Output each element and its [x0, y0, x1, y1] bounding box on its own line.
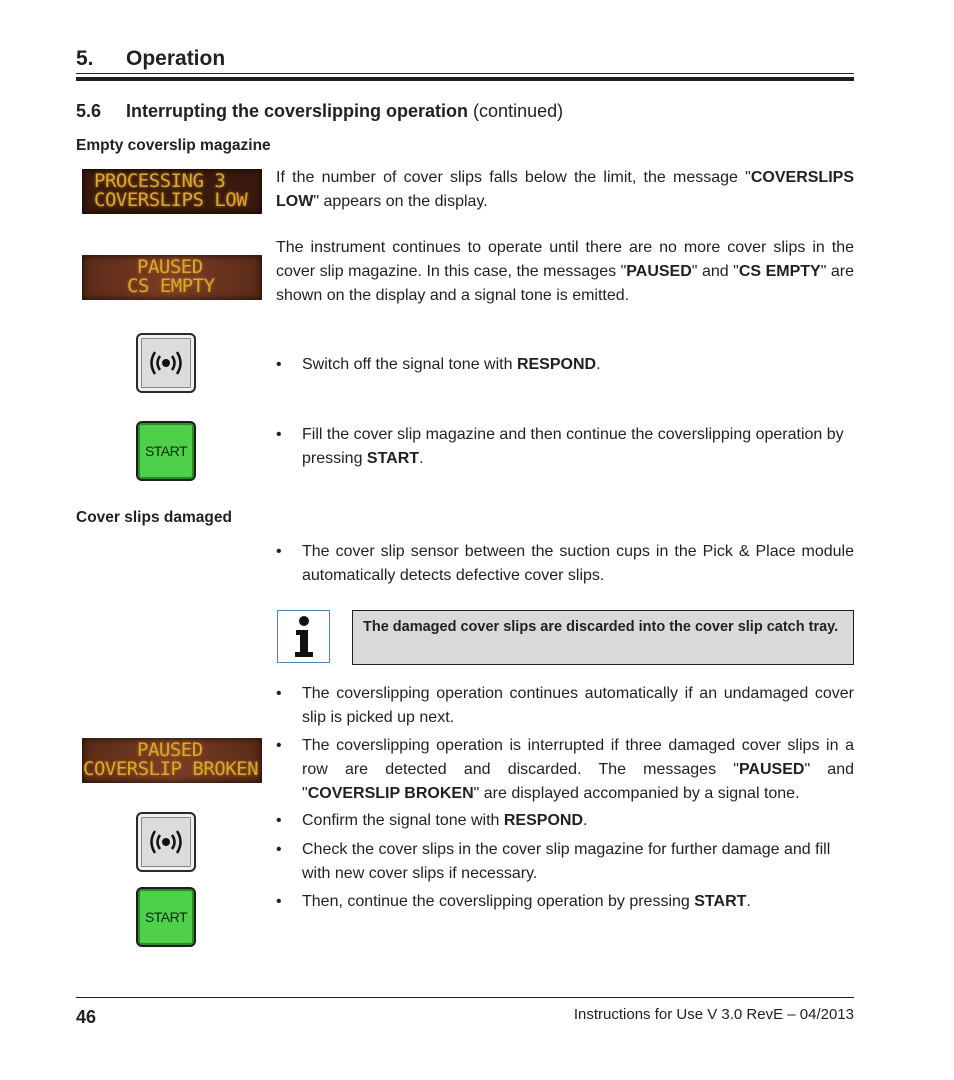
bullet-item [276, 423, 854, 471]
text: . [596, 356, 601, 373]
page-number: 46 [76, 1007, 97, 1027]
text: Check the cover slips in the cover slip magazine for further damage and fill with new cover slips if necessary. [302, 841, 831, 882]
text: The coverslipping operation is interrupted if three damaged cover slips in a row are detected and discarded. The messages " [302, 737, 854, 778]
lcd-display-coverslip-broken [82, 738, 262, 783]
chapter-heading [76, 47, 225, 71]
text: " are shown on the display and a signal tone is emitted. [276, 263, 854, 304]
note-box [352, 610, 854, 665]
bullet-item [276, 809, 854, 833]
lcd-line: COVERSLIP BROKEN [83, 758, 259, 780]
text: Switch off the signal tone with [302, 356, 517, 373]
text: " and " [691, 263, 739, 280]
bullet-item [276, 734, 854, 806]
note-text: The damaged cover slips are discarded into the cover slip catch tray. [363, 619, 839, 635]
text: Confirm the signal tone with [302, 812, 504, 829]
text: If the number of cover slips falls below the limit, the message " [276, 169, 751, 186]
bullet-dot: • [276, 426, 282, 443]
bullet-item [276, 540, 854, 588]
text: . [746, 893, 751, 910]
text-bold: PAUSED [738, 761, 805, 778]
info-icon [277, 610, 330, 663]
respond-button [136, 812, 196, 872]
lcd-line: CS EMPTY [127, 275, 215, 297]
bullet-dot: • [276, 841, 282, 858]
header-rule-thick [76, 77, 854, 81]
text: The instrument continues to operate until there are no more cover slips in the cover slip magazine. In this case, the messages " [276, 239, 854, 280]
section-suffix: (continued) [473, 101, 564, 121]
paragraph-cs-empty [276, 236, 854, 308]
text: The cover slip sensor between the suction cups in the Pick & Place module automatically detects defective cover slips. [302, 543, 854, 584]
bullet-item [276, 838, 854, 886]
footer-rule [76, 997, 854, 998]
bullet-dot: • [276, 356, 282, 373]
start-button: START [136, 887, 196, 947]
bullet-dot: • [276, 737, 282, 754]
text-bold: COVERSLIPS LOW [276, 169, 854, 210]
subheading-cover-slips-damaged: Cover slips damaged [76, 509, 232, 526]
bullet-dot: • [276, 543, 282, 560]
section-number: 5.6 [76, 101, 102, 121]
bullet-dot: • [276, 893, 282, 910]
text: . [583, 812, 588, 829]
signal-tone-icon [146, 828, 186, 856]
text: " are displayed accompanied by a signal tone. [473, 785, 800, 802]
text: Then, continue the coverslipping operation by pressing [302, 893, 695, 910]
text-bold: RESPOND [516, 356, 597, 373]
paragraph-coverslips-low [276, 166, 854, 214]
signal-tone-icon [146, 349, 186, 377]
text-bold: RESPOND [503, 812, 583, 829]
bullet-item [276, 890, 854, 914]
text-bold: START [366, 450, 420, 467]
text: " appears on the display. [313, 193, 488, 210]
section-heading [76, 101, 563, 122]
bullet-dot: • [276, 685, 282, 702]
respond-button [136, 333, 196, 393]
header-rule-thin [76, 73, 854, 74]
bullet-dot: • [276, 812, 282, 829]
lcd-display-cs-empty [82, 255, 262, 300]
text-bold: PAUSED [626, 263, 692, 280]
lcd-line: COVERSLIPS LOW [94, 189, 248, 211]
text: " and " [302, 761, 854, 802]
text: . [419, 450, 424, 467]
lcd-line: PAUSED [137, 256, 203, 278]
text-bold: START [694, 893, 747, 910]
text: Fill the cover slip magazine and then continue the coverslipping operation by pressing [302, 426, 844, 467]
lcd-line: PROCESSING 3 [94, 170, 226, 192]
start-button: START [136, 421, 196, 481]
bullet-item [276, 682, 854, 730]
text-bold: COVERSLIP BROKEN [307, 785, 474, 802]
chapter-number: 5. [76, 47, 94, 70]
lcd-display-coverslips-low [82, 169, 262, 214]
text-bold: CS EMPTY [738, 263, 821, 280]
lcd-line: PAUSED [137, 739, 203, 761]
section-title: Interrupting the coverslipping operation [126, 101, 469, 121]
chapter-title: Operation [126, 47, 226, 70]
subheading-empty-magazine: Empty coverslip magazine [76, 137, 271, 154]
text: The coverslipping operation continues automatically if an undamaged cover slip is picked up next. [302, 685, 854, 726]
footer-doc-info: Instructions for Use V 3.0 RevE – 04/2013 [573, 1006, 854, 1023]
bullet-item [276, 353, 854, 377]
